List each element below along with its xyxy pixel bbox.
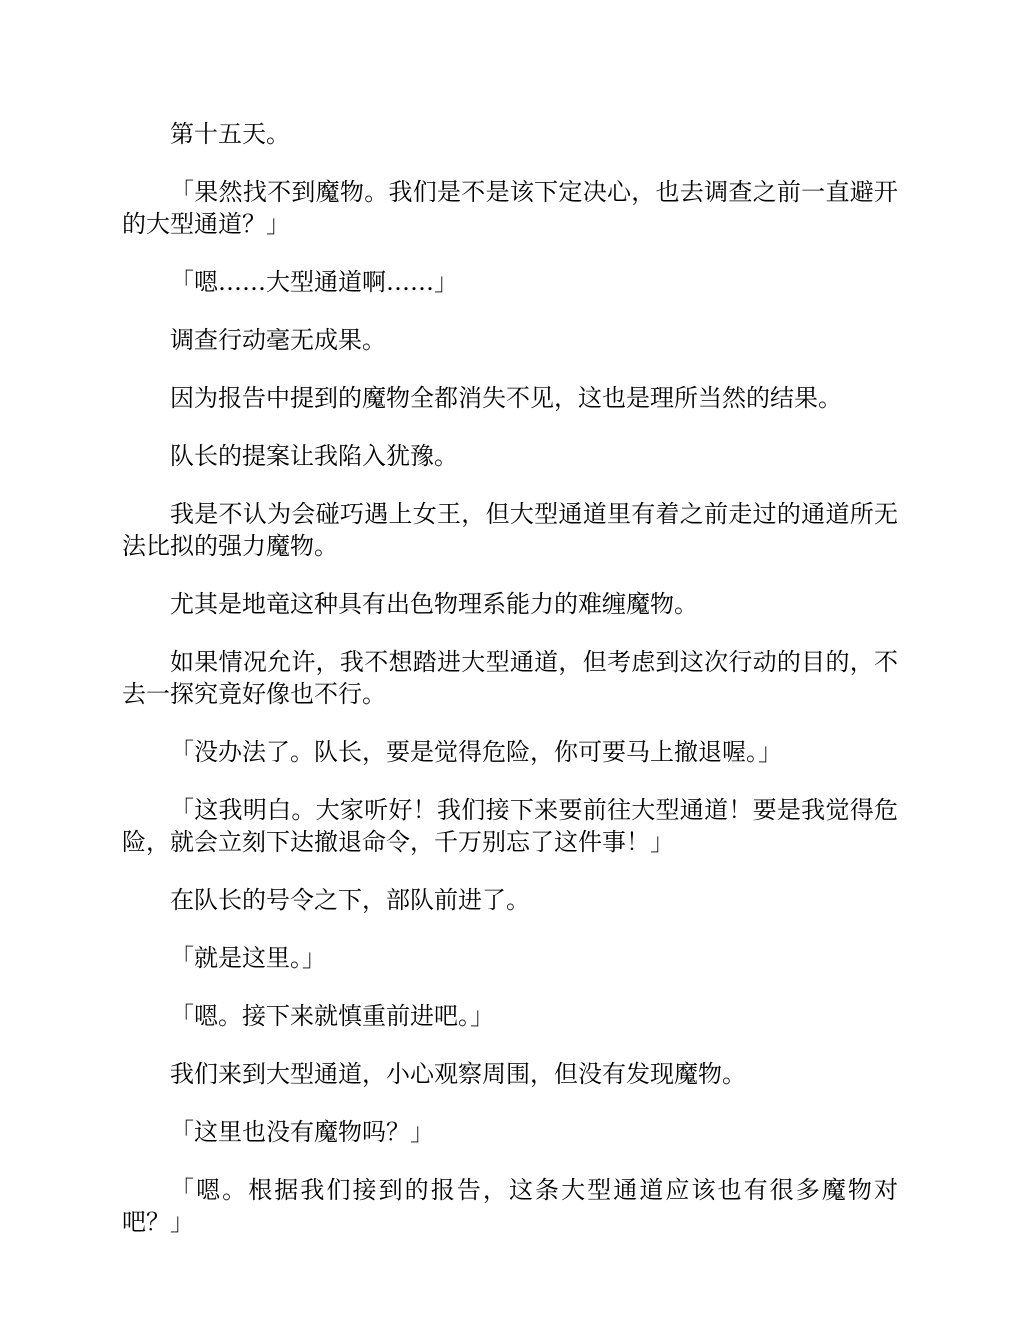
paragraph: 「嗯。根据我们接到的报告，这条大型通道应该也有很多魔物对吧？」	[122, 1176, 898, 1236]
document-page	[122, 118, 898, 1264]
paragraph: 「嗯……大型通道啊……」	[170, 268, 458, 296]
paragraph: 我是不认为会碰巧遇上女王，但大型通道里有着之前走过的通道所无法比拟的强力魔物。	[122, 500, 898, 560]
paragraph: 「果然找不到魔物。我们是不是该下定决心，也去调查之前一直避开的大型通道？」	[122, 178, 898, 238]
paragraph: 尤其是地竜这种具有出色物理系能力的难缠魔物。	[170, 590, 698, 618]
paragraph: 如果情况允许，我不想踏进大型通道，但考虑到这次行动的目的，不去一探究竟好像也不行。	[122, 648, 898, 708]
paragraph: 因为报告中提到的魔物全都消失不见，这也是理所当然的结果。	[170, 384, 842, 412]
paragraph: 「这我明白。大家听好！我们接下来要前往大型通道！要是我觉得危险，就会立刻下达撤退命令，千万别忘了这件事！」	[122, 796, 898, 856]
paragraph: 在队长的号令之下，部队前进了。	[170, 886, 530, 914]
paragraph: 「这里也没有魔物吗？」	[170, 1118, 434, 1146]
paragraph: 我们来到大型通道，小心观察周围，但没有发现魔物。	[170, 1060, 746, 1088]
paragraph: 「没办法了。队长，要是觉得危险，你可要马上撤退喔。」	[170, 738, 782, 766]
paragraph: 第十五天。	[170, 120, 290, 148]
paragraph: 「就是这里。」	[170, 944, 326, 972]
paragraph: 调查行动毫无成果。	[170, 326, 386, 354]
paragraph: 「嗯。接下来就慎重前进吧。」	[170, 1002, 494, 1030]
paragraph: 队长的提案让我陷入犹豫。	[170, 442, 458, 470]
